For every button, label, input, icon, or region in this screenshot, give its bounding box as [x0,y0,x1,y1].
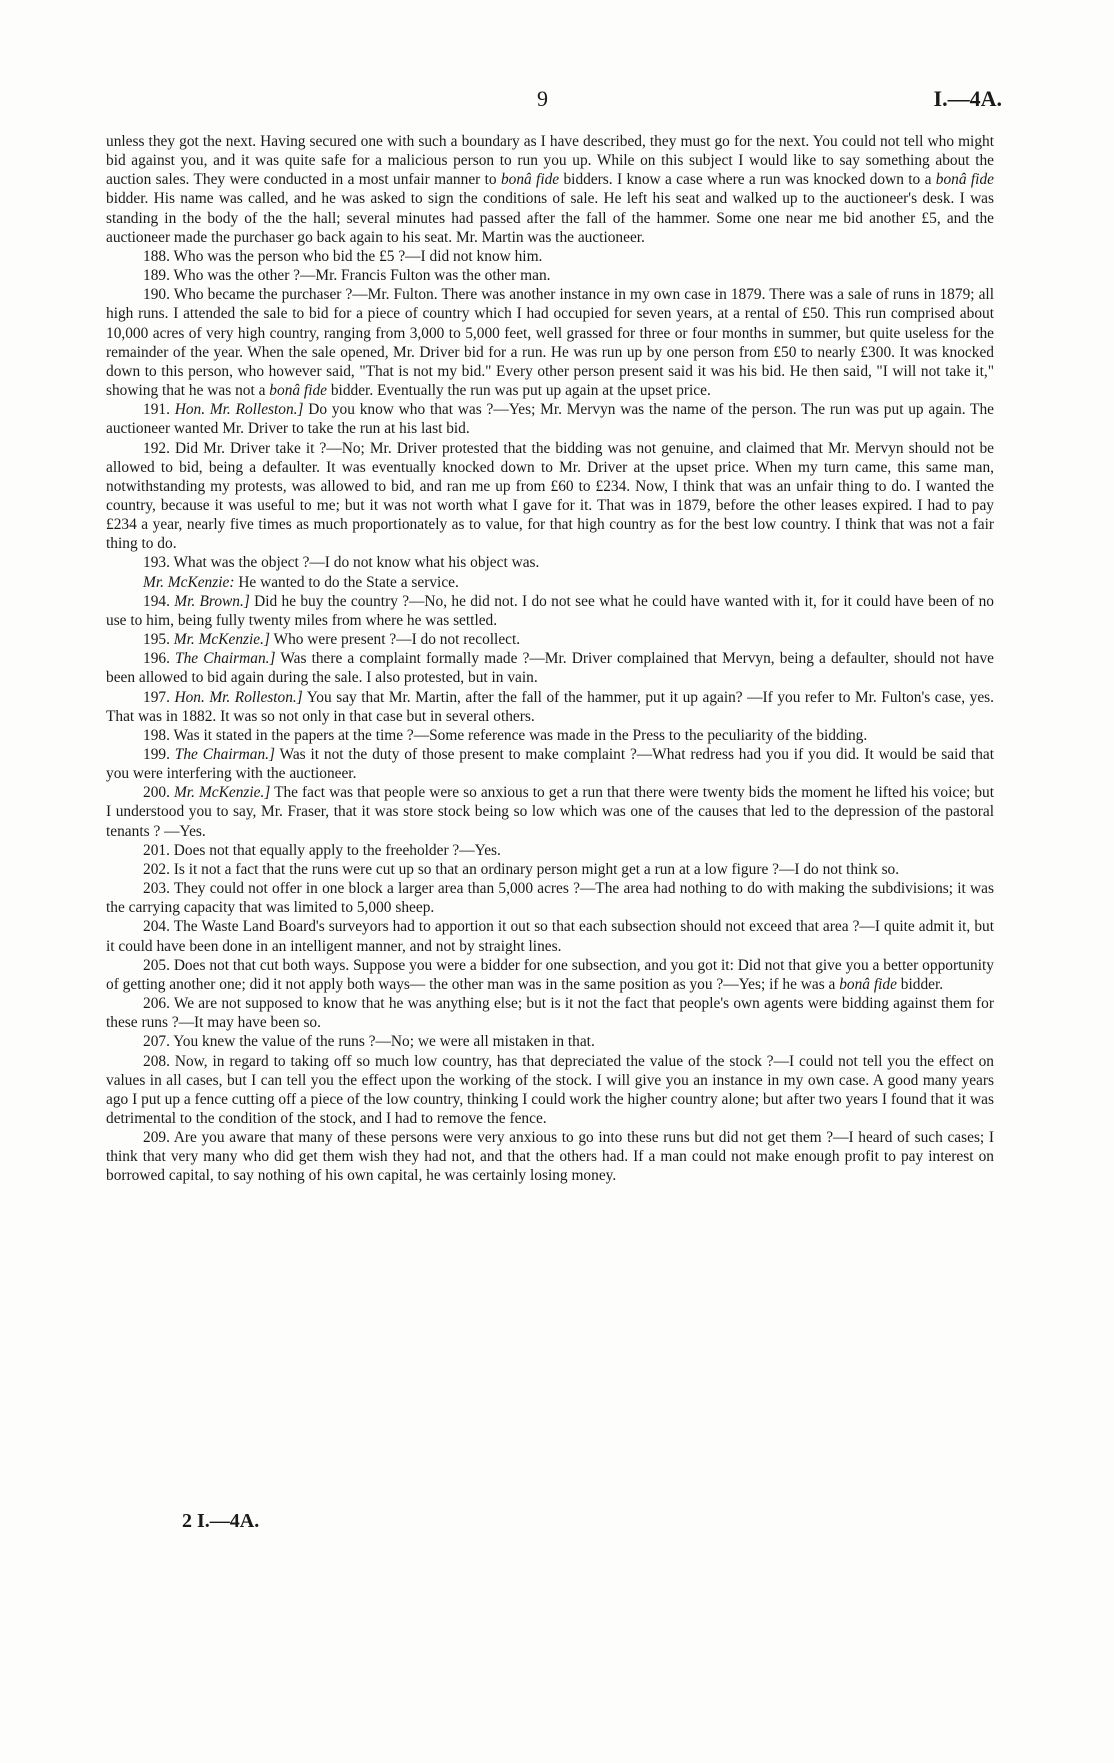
paragraph: 206. We are not supposed to know that he was anything else; but is it not the fact that people's own agents were bidding against them for these runs ?—It may have been so. [106,995,994,1032]
paragraph: 197. Hon. Mr. Rolleston.] You say that Mr. Martin, after the fall of the hammer, put it up again? —If you refer to Mr. Fulton's case, yes. That was in 1882. It was so not only in that case but in several others. [106,688,994,725]
paragraph: 209. Are you aware that many of these persons were very anxious to go into these runs but did not get them ?—I heard of such cases; I think that very many who did get them wish they had not, and that the others had. If a man could not make enough profit to pay interest on borrowed capital, to say nothing of his own capital, he was certainly losing money. [106,1129,994,1185]
body-text [106,132,994,1186]
paragraph: 208. Now, in regard to taking off so much low country, has that depreciated the value of the stock ?—I could not tell you the effect on values in all cases, but I can tell you the effect upon the working of the stock. I will give you an instance in my own case. A good many years ago I put up a fence cutting off a piece of the low country, thinking I could work the higher country alone; but after two years I found that it was detrimental to the condition of the stock, and I had to remove the fence. [106,1052,994,1127]
paragraph: 201. Does not that equally apply to the freeholder ?—Yes. [143,841,501,859]
paragraph: 192. Did Mr. Driver take it ?—No; Mr. Driver protested that the bidding was not genuine, and claimed that Mr. Mervyn should not be allowed to bid, being a defaulter. It was eventually knocked down to Mr. Driver at the upset price. When my turn came, this same man, notwithstanding my protests, was allowed to bid, and ran me up from £60 to £234. Now, I think that was an unfair thing to do. I wanted the country, because it was useful to me; but it was not worth what I gave for it. That was in 1879, before the other leases expired. I had to pay £234 a year, nearly five times as much proportionately as to value, for that high country as for the best low country. I think that was not a fair thing to do. [106,439,994,553]
page-number: 9 [537,86,548,111]
paragraph: 200. Mr. McKenzie.] The fact was that people were so anxious to get a run that there were twenty bids the moment he lifted his voice; but I understood you to say, Mr. Fraser, that it was store stock being so low which was one of the causes that led to the depression of the pastoral tenants ? —Yes. [106,784,994,840]
paragraph: 191. Hon. Mr. Rolleston.] Do you know who that was ?—Yes; Mr. Mervyn was the name of the person. The run was put up again. The auctioneer wanted Mr. Driver to take the run at his last bid. [106,401,994,438]
paragraph: unless they got the next. Having secured one with such a boundary as I have described, they must go for the next. You could not tell who might bid against you, and it was quite safe for a malicious person to run you up. While on this subject I would like to say something about the auction sales. They were conducted in a most unfair manner to bonâ fide bidders. I know a case where a run was knocked down to a bonâ fide bidder. His name was called, and he was asked to sign the conditions of sale. He left his seat and walked up to the auctioneer's desk. I was standing in the body of the the hall; several minutes had passed after the fall of the hammer. Some one near me bid another £5, and the auctioneer made the purchaser go back again to his seat. Mr. Martin was the auctioneer. [106,133,994,246]
signature-mark: 2 I.—4A. [182,1510,260,1532]
paragraph: 188. Who was the person who bid the £5 ?—I did not know him. [143,247,543,265]
paragraph: 190. Who became the purchaser ?—Mr. Fulton. There was another instance in my own case in 1879. There was a sale of runs in 1879; all high runs. I attended the sale to bid for a piece of country which I had occupied for seven years, at a rental of £50. This run comprised about 10,000 acres of very high country, ranging from 3,000 to 5,000 feet, well grassed for three or four months in summer, but quite useless for the remainder of the year. When the sale opened, Mr. Driver bid for a run. He was run up by one person from £50 to nearly £300. It was knocked down to this person, who however said, "That is not my bid." Every other person present said it was his bid. He then said, "I will not take it," showing that he was not a bonâ fide bidder. Eventually the run was put up again at the upset price. [106,286,994,400]
paragraph: Mr. McKenzie: He wanted to do the State a service. [143,573,459,591]
document-code: I.—4A. [933,86,1002,111]
paragraph: 189. Who was the other ?—Mr. Francis Fulton was the other man. [143,267,551,285]
paragraph: 198. Was it stated in the papers at the time ?—Some reference was made in the Press to the peculiarity of the bidding. [143,726,868,744]
paragraph: 193. What was the object ?—I do not know what his object was. [143,554,540,572]
paragraph: 196. The Chairman.] Was there a complaint formally made ?—Mr. Driver complained that Mervyn, being a defaulter, should not have been allowed to bid again during the sale. I also protested, but in vain. [106,650,994,687]
paragraph: 205. Does not that cut both ways. Suppose you were a bidder for one subsection, and you got it: Did not that give you a better opportunity of getting another one; did it not apply both ways— the other man was in the same position as you ?—Yes; if he was a bonâ fide bidder. [106,956,994,993]
paragraph: 194. Mr. Brown.] Did he buy the country ?—No, he did not. I do not see what he could have wanted with it, for it could have been of no use to him, being fully twenty miles from where he was settled. [106,592,994,629]
paragraph: 203. They could not offer in one block a larger area than 5,000 acres ?—The area had nothing to do with making the subdivisions; it was the carrying capacity that was limited to 5,000 sheep. [106,880,994,917]
paragraph: 199. The Chairman.] Was it not the duty of those present to make complaint ?—What redress had you if you did. It would be said that you were interfering with the auctioneer. [106,746,994,783]
paragraph: 204. The Waste Land Board's surveyors had to apportion it out so that each subsection should not exceed that area ?—I quite admit it, but it could have been done in an intelligent manner, and not by straight lines. [106,918,994,955]
paragraph: 202. Is it not a fact that the runs were cut up so that an ordinary person might get a run at a low figure ?—I do not think so. [143,860,900,878]
paragraph: 207. You knew the value of the runs ?—No; we were all mistaken in that. [143,1033,595,1051]
paragraph: 195. Mr. McKenzie.] Who were present ?—I do not recollect. [143,631,521,649]
